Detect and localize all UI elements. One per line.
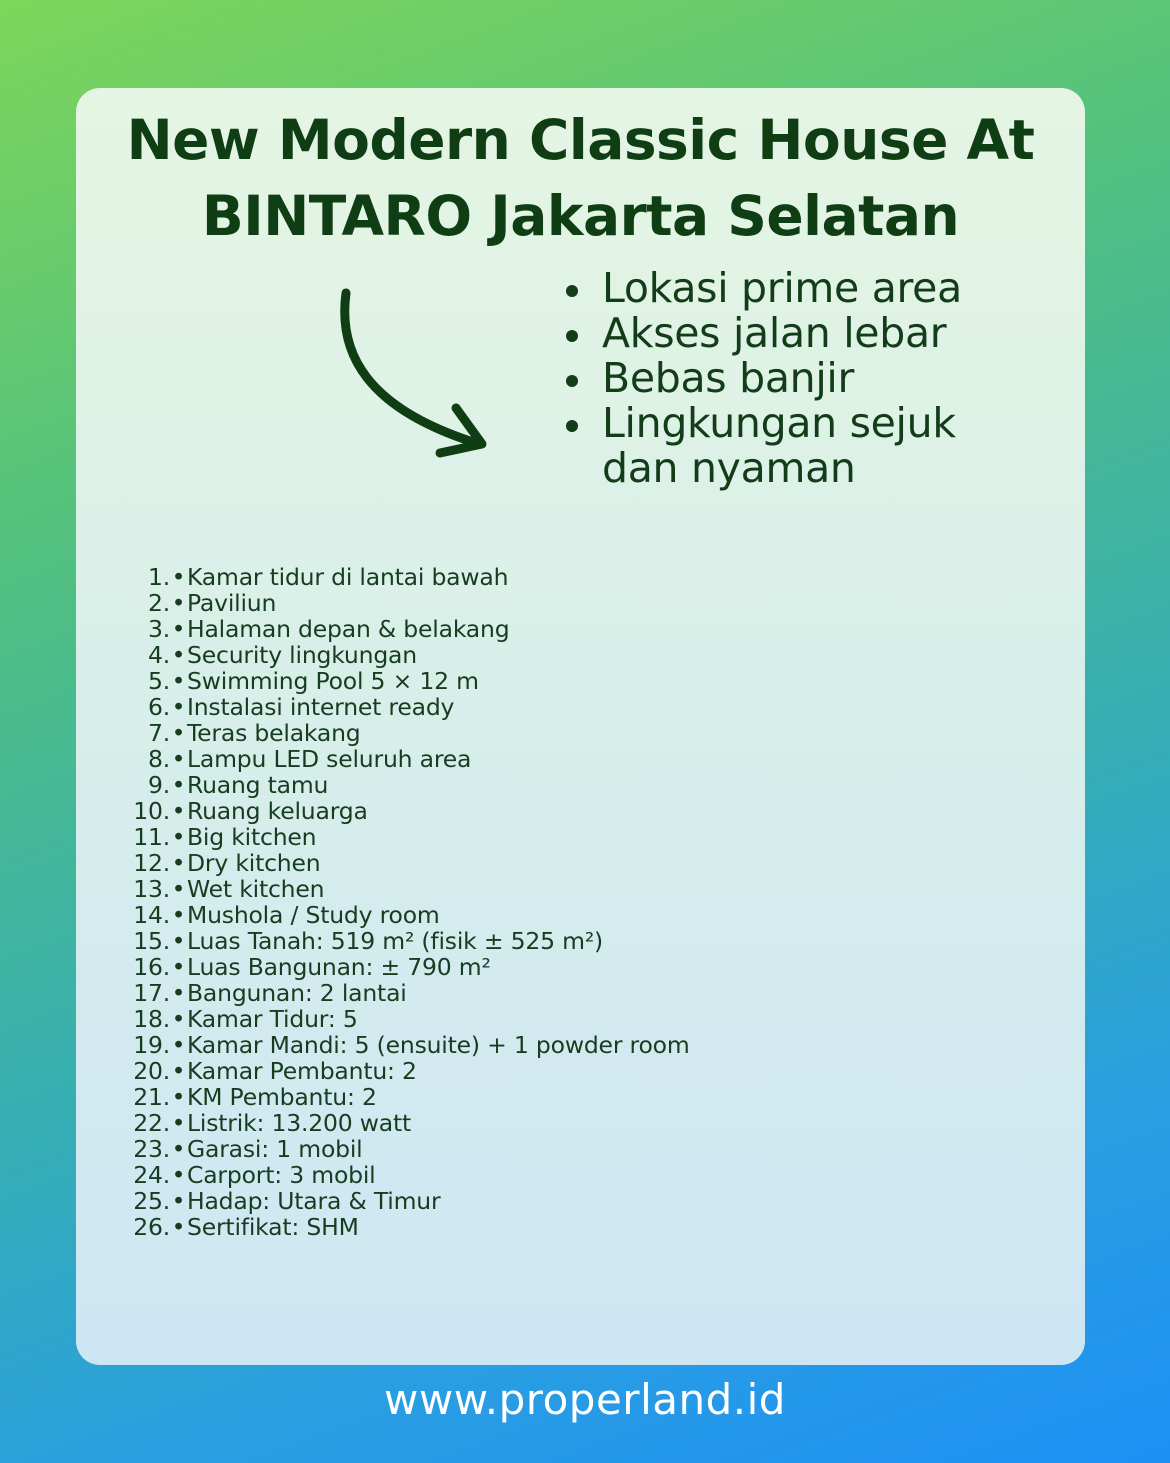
feature-text: Big kitchen	[187, 823, 317, 851]
feature-text: Ruang keluarga	[187, 797, 368, 825]
feature-number: 12.	[133, 849, 170, 877]
feature-item	[120, 1136, 690, 1162]
feature-number: 10.	[133, 797, 170, 825]
feature-number: 3.	[147, 615, 170, 643]
bullet-icon: •	[171, 563, 186, 591]
feature-item	[120, 772, 690, 798]
feature-text: Teras belakang	[187, 719, 361, 747]
feature-number: 4.	[147, 641, 170, 669]
feature-text: Luas Tanah: 519 m² (fisik ± 525 m²)	[187, 927, 604, 955]
feature-item	[120, 746, 690, 772]
bullet-icon: •	[171, 589, 186, 617]
feature-text: Listrik: 13.200 watt	[187, 1109, 412, 1137]
feature-item	[120, 1188, 690, 1214]
feature-item	[120, 564, 690, 590]
feature-text: Kamar tidur di lantai bawah	[187, 563, 509, 591]
feature-number: 9.	[147, 771, 170, 799]
highlight-item: Akses jalan lebar	[564, 311, 1012, 356]
feature-number: 20.	[133, 1057, 170, 1085]
highlight-item: Lokasi prime area	[564, 266, 1012, 311]
feature-text: Carport: 3 mobil	[187, 1161, 376, 1189]
feature-text: Kamar Tidur: 5	[187, 1005, 358, 1033]
feature-text: Garasi: 1 mobil	[187, 1135, 363, 1163]
feature-item	[120, 1084, 690, 1110]
feature-number: 15.	[133, 927, 170, 955]
feature-item	[120, 1006, 690, 1032]
bullet-icon: •	[171, 615, 186, 643]
feature-number: 5.	[147, 667, 170, 695]
feature-item	[120, 1032, 690, 1058]
bullet-icon: •	[171, 1031, 186, 1059]
feature-text: Paviliun	[187, 589, 277, 617]
bullet-icon: •	[171, 641, 186, 669]
features-list	[120, 564, 690, 1240]
feature-item	[120, 616, 690, 642]
feature-number: 14.	[133, 901, 170, 929]
feature-text: Kamar Mandi: 5 (ensuite) + 1 powder room	[187, 1031, 690, 1059]
feature-number: 19.	[133, 1031, 170, 1059]
bullet-icon: •	[171, 979, 186, 1007]
feature-number: 13.	[133, 875, 170, 903]
feature-item	[120, 980, 690, 1006]
bullet-icon: •	[171, 719, 186, 747]
feature-item	[120, 1214, 690, 1240]
feature-number: 25.	[133, 1187, 170, 1215]
highlights-list	[564, 266, 1012, 491]
feature-number: 11.	[133, 823, 170, 851]
feature-item	[120, 720, 690, 746]
feature-item	[120, 824, 690, 850]
feature-text: Sertifikat: SHM	[187, 1213, 359, 1241]
highlight-item: Lingkungan sejuk dan nyaman	[564, 401, 1012, 491]
bullet-icon: •	[171, 1057, 186, 1085]
website-url: www.properland.id	[384, 1375, 786, 1424]
feature-item	[120, 954, 690, 980]
feature-text: KM Pembantu: 2	[187, 1083, 377, 1111]
feature-item	[120, 798, 690, 824]
feature-number: 1.	[147, 563, 170, 591]
feature-number: 8.	[147, 745, 170, 773]
bullet-icon: •	[171, 849, 186, 877]
feature-text: Security lingkungan	[187, 641, 417, 669]
feature-item	[120, 694, 690, 720]
bullet-icon: •	[171, 1161, 186, 1189]
bullet-icon: •	[171, 1083, 186, 1111]
feature-number: 26.	[133, 1213, 170, 1241]
feature-number: 2.	[147, 589, 170, 617]
title-line-2: BINTARO Jakarta Selatan	[201, 184, 960, 248]
feature-number: 6.	[147, 693, 170, 721]
feature-number: 21.	[133, 1083, 170, 1111]
feature-number: 17.	[133, 979, 170, 1007]
highlight-item: Bebas banjir	[564, 356, 1012, 401]
feature-item	[120, 642, 690, 668]
bullet-icon: •	[171, 745, 186, 773]
feature-item	[120, 1058, 690, 1084]
feature-text: Lampu LED seluruh area	[187, 745, 472, 773]
bullet-icon: •	[171, 1109, 186, 1137]
bullet-icon: •	[171, 771, 186, 799]
curved-arrow-icon	[326, 283, 506, 468]
bullet-icon: •	[171, 875, 186, 903]
bullet-icon: •	[171, 1005, 186, 1033]
bullet-icon: •	[171, 797, 186, 825]
feature-text: Kamar Pembantu: 2	[187, 1057, 417, 1085]
feature-number: 24.	[133, 1161, 170, 1189]
feature-text: Halaman depan & belakang	[187, 615, 510, 643]
feature-text: Hadap: Utara & Timur	[187, 1187, 441, 1215]
feature-number: 22.	[133, 1109, 170, 1137]
feature-item	[120, 876, 690, 902]
feature-number: 7.	[147, 719, 170, 747]
title-line-1: New Modern Classic House At	[126, 108, 1035, 172]
feature-text: Bangunan: 2 lantai	[187, 979, 407, 1007]
feature-number: 18.	[133, 1005, 170, 1033]
feature-text: Luas Bangunan: ± 790 m²	[187, 953, 491, 981]
bullet-icon: •	[171, 1213, 186, 1241]
feature-text: Dry kitchen	[187, 849, 321, 877]
feature-item	[120, 668, 690, 694]
feature-item	[120, 1162, 690, 1188]
bullet-icon: •	[171, 693, 186, 721]
bullet-icon: •	[171, 1187, 186, 1215]
feature-text: Swimming Pool 5 × 12 m	[187, 667, 479, 695]
feature-item	[120, 928, 690, 954]
feature-text: Instalasi internet ready	[187, 693, 455, 721]
feature-text: Ruang tamu	[187, 771, 329, 799]
feature-item	[120, 902, 690, 928]
feature-text: Mushola / Study room	[187, 901, 440, 929]
feature-item	[120, 850, 690, 876]
feature-item	[120, 590, 690, 616]
page-title	[76, 102, 1085, 254]
bullet-icon: •	[171, 1135, 186, 1163]
feature-number: 16.	[133, 953, 170, 981]
bullet-icon: •	[171, 823, 186, 851]
bullet-icon: •	[171, 927, 186, 955]
bullet-icon: •	[171, 901, 186, 929]
feature-text: Wet kitchen	[187, 875, 325, 903]
feature-item	[120, 1110, 690, 1136]
bullet-icon: •	[171, 667, 186, 695]
listing-card	[76, 88, 1085, 1365]
feature-number: 23.	[133, 1135, 170, 1163]
bullet-icon: •	[171, 953, 186, 981]
